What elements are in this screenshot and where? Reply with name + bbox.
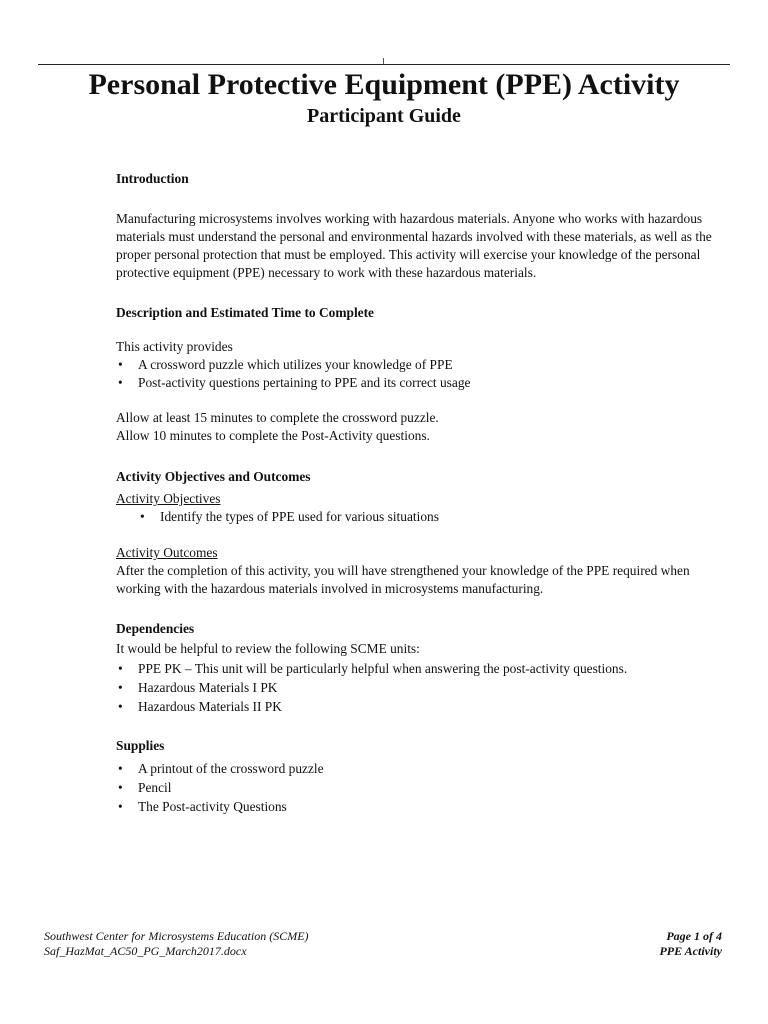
footer-organization: Southwest Center for Microsystems Education (SCME) [44, 929, 309, 943]
footer-right [659, 929, 722, 959]
outcomes-label: Activity Outcomes [116, 545, 218, 560]
description-list [116, 356, 726, 392]
description-heading: Description and Estimated Time to Complete [116, 305, 375, 320]
list-item: • Pencil [116, 779, 726, 797]
document-subtitle: Participant Guide [307, 105, 461, 127]
supplies-section [116, 737, 726, 816]
objectives-label: Activity Objectives [116, 491, 221, 506]
footer-activity-name: PPE Activity [659, 944, 722, 958]
time-estimate-questions: Allow 10 minutes to complete the Post-Activity questions. [116, 428, 430, 443]
document-title: Personal Protective Equipment (PPE) Activity [88, 68, 680, 101]
description-lead: This activity provides [116, 339, 233, 354]
description-section [116, 304, 726, 445]
list-item: • Hazardous Materials II PK [116, 698, 726, 716]
supplies-list [116, 760, 726, 816]
list-item: • Post-activity questions pertaining to PPE and its correct usage [116, 374, 726, 392]
dependencies-section [116, 620, 726, 716]
time-estimate-crossword: Allow at least 15 minutes to complete the crossword puzzle. [116, 410, 439, 425]
outcomes-text: After the completion of this activity, you will have strengthened your knowledge of the PPE required when working with the hazardous materials involved in microsystems manufacturing. [116, 563, 690, 596]
footer-left [44, 929, 309, 959]
list-item: • Identify the types of PPE used for various situations [116, 508, 726, 526]
objectives-heading: Activity Objectives and Outcomes [116, 469, 311, 484]
objectives-section [116, 468, 726, 598]
list-item: • A printout of the crossword puzzle [116, 760, 726, 778]
objectives-list [116, 508, 726, 526]
list-item: • Hazardous Materials I PK [116, 679, 726, 697]
footer-filename: Saf_HazMat_AC50_PG_March2017.docx [44, 944, 247, 958]
dependencies-lead: It would be helpful to review the following SCME units: [116, 641, 420, 656]
header-rule [38, 64, 730, 65]
dependencies-heading: Dependencies [116, 621, 195, 636]
introduction-text: Manufacturing microsystems involves working with hazardous materials. Anyone who works with hazardous materials must understand the personal and environmental hazards involved with these materials, as well as the proper personal protection that must be employed. This activity will exercise your knowledge of the personal protective equipment (PPE) necessary to work with these hazardous materials. [116, 211, 712, 280]
dependencies-list [116, 660, 726, 716]
footer-page-number: Page 1 of 4 [666, 929, 722, 943]
introduction-section [116, 170, 726, 282]
list-item: • A crossword puzzle which utilizes your knowledge of PPE [116, 356, 726, 374]
list-item: • PPE PK – This unit will be particularly helpful when answering the post-activity questions. [116, 660, 726, 678]
introduction-heading: Introduction [116, 171, 189, 186]
list-item: • The Post-activity Questions [116, 798, 726, 816]
document-body [116, 170, 726, 816]
supplies-heading: Supplies [116, 738, 165, 753]
